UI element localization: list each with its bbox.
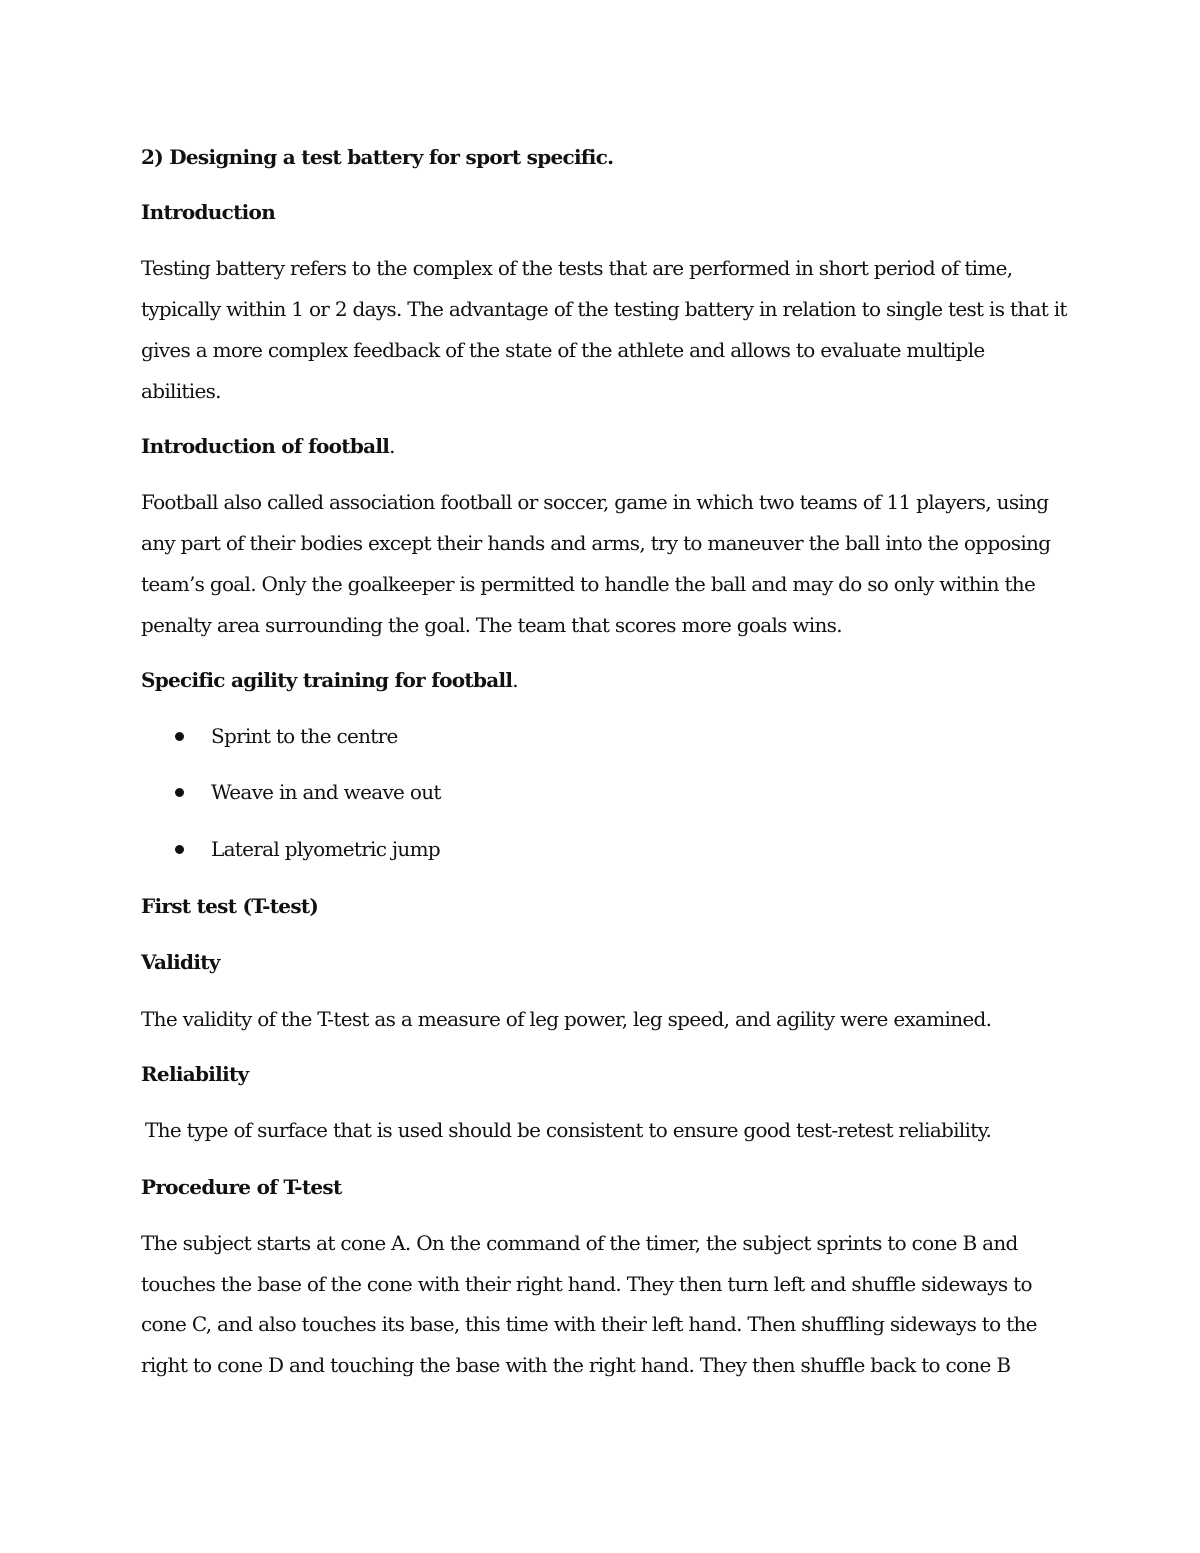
section-heading-agility: [141, 668, 518, 692]
paragraph-line: cone C, and also touches its base, this time with their left hand. Then shuffling sideways to the: [141, 1312, 1037, 1336]
list-item: Sprint to the centre: [211, 724, 398, 748]
paragraph-line: The subject starts at cone A. On the command of the timer, the subject sprints to cone B and: [141, 1231, 1018, 1255]
paragraph-line: penalty area surrounding the goal. The team that scores more goals wins.: [141, 613, 842, 637]
section-heading-football: [141, 434, 395, 458]
section-heading-reliability: Reliability: [141, 1062, 249, 1086]
paragraph-line: The type of surface that is used should be consistent to ensure good test-retest reliability.: [145, 1118, 992, 1142]
paragraph-line: gives a more complex feedback of the state of the athlete and allows to evaluate multiple: [141, 338, 985, 362]
list-item: Lateral plyometric jump: [211, 837, 440, 861]
section-heading-football-text: Introduction of football: [141, 434, 390, 458]
list-item: Weave in and weave out: [211, 780, 441, 804]
bullet-icon: [175, 732, 184, 741]
paragraph-line: any part of their bodies except their hands and arms, try to maneuver the ball into the opposing: [141, 531, 1051, 555]
bullet-icon: [175, 788, 184, 797]
paragraph-line: Testing battery refers to the complex of the tests that are performed in short period of time,: [141, 256, 1013, 280]
section-heading-introduction: Introduction: [141, 200, 276, 224]
paragraph-line: typically within 1 or 2 days. The advantage of the testing battery in relation to single test is that it: [141, 297, 1067, 321]
paragraph-line: right to cone D and touching the base with the right hand. They then shuffle back to cone B: [141, 1353, 1011, 1377]
paragraph-line: Football also called association football or soccer, game in which two teams of 11 players, using: [141, 490, 1049, 514]
section-heading-procedure: Procedure of T-test: [141, 1175, 342, 1199]
heading-period: .: [389, 434, 395, 458]
section-heading-validity: Validity: [141, 950, 220, 974]
paragraph-line: The validity of the T-test as a measure of leg power, leg speed, and agility were examined.: [141, 1007, 992, 1031]
bullet-icon: [175, 845, 184, 854]
paragraph-line: abilities.: [141, 379, 221, 403]
paragraph-line: touches the base of the cone with their right hand. They then turn left and shuffle sideways to: [141, 1272, 1032, 1296]
heading-period: .: [512, 668, 518, 692]
paragraph-line: team’s goal. Only the goalkeeper is permitted to handle the ball and may do so only within the: [141, 572, 1036, 596]
section-heading-first-test: First test (T-test): [141, 894, 319, 918]
section-heading-agility-text: Specific agility training for football: [141, 668, 513, 692]
document-title: 2) Designing a test battery for sport specific.: [141, 145, 614, 169]
